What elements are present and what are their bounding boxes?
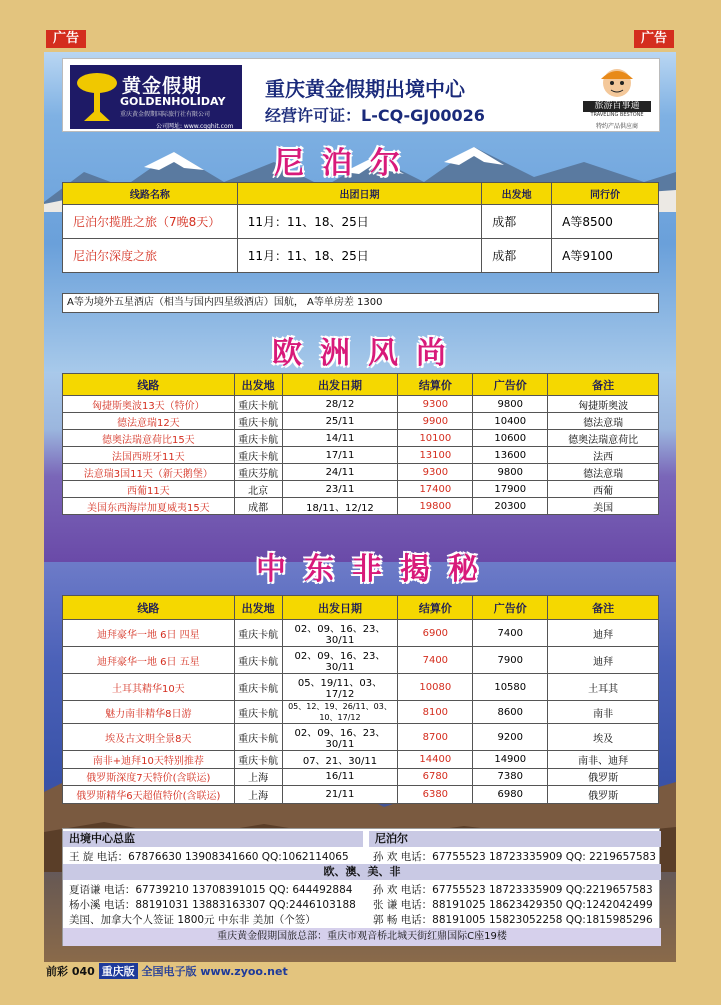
table-header: 线路 — [63, 596, 235, 620]
ad-label-left: 广告 — [46, 30, 86, 48]
table-header: 出发地 — [482, 183, 552, 205]
ad-price: 10600 — [473, 430, 548, 447]
departure-date: 05、19/11、03、17/12 — [282, 674, 398, 701]
departure-date: 14/11 — [282, 430, 398, 447]
route-name: 匈捷斯奥波13天（特价） — [63, 396, 235, 413]
remark: 西葡 — [548, 481, 659, 498]
ad-card — [44, 52, 676, 962]
settlement-price: 10100 — [398, 430, 473, 447]
table-row — [63, 620, 659, 647]
departure-date: 28/12 — [282, 396, 398, 413]
route-name: 美国东西海岸加夏威夷15天 — [63, 498, 235, 515]
route-name: 尼泊尔深度之旅 — [63, 239, 238, 273]
contact-line: 张 谦 电话：88191025 18623429350 QQ:1242042499 — [373, 899, 653, 911]
table-header: 出发日期 — [282, 374, 398, 396]
contact-line: 孙 欢 电话：67755523 18723335909 QQ:2219657583 — [373, 884, 653, 896]
remark: 俄罗斯 — [548, 786, 659, 804]
route-name: 俄罗斯精华6天超值特价(含联运) — [63, 786, 235, 804]
table-row — [63, 464, 659, 481]
website-link[interactable]: www.zyoo.net — [200, 965, 288, 978]
remark: 迪拜 — [548, 647, 659, 674]
table-header: 广告价 — [473, 374, 548, 396]
remark: 法西 — [548, 447, 659, 464]
departure-date: 05、12、19、26/11、03、10、17/12 — [282, 701, 398, 724]
table-row — [63, 498, 659, 515]
departure-date: 21/11 — [282, 786, 398, 804]
departure-date: 23/11 — [282, 481, 398, 498]
ad-price: 10580 — [473, 674, 548, 701]
remark: 埃及 — [548, 724, 659, 751]
mascot-subtitle: 特约产品供应商 — [595, 123, 638, 130]
logo-website: 公司网址: www.cqghit.com — [156, 123, 234, 130]
departure-date: 17/11 — [282, 447, 398, 464]
table-header: 同行价 — [552, 183, 659, 205]
mideast-table — [62, 595, 659, 804]
ad-price: 7400 — [473, 620, 548, 647]
director-contact: 王 旋 电话：67876630 13908341660 QQ:1062114065 — [69, 851, 349, 863]
ad-price: 20300 — [473, 498, 548, 515]
page-number: 前彩 040 — [46, 965, 95, 978]
departure-city: 重庆卡航 — [234, 620, 282, 647]
contact-line: 杨小溪 电话：88191031 13883163307 QQ:2446103188 — [69, 899, 356, 911]
table-row — [63, 786, 659, 804]
settlement-price: 6780 — [398, 768, 473, 786]
table-header: 线路名称 — [63, 183, 238, 205]
tree-icon — [74, 69, 120, 125]
settlement-price: 13100 — [398, 447, 473, 464]
remark: 德奥法瑞意荷比 — [548, 430, 659, 447]
route-name: 埃及古文明全景8天 — [63, 724, 235, 751]
logo-company-name: 重庆黄金假期国际旅行社有限公司 — [120, 111, 211, 118]
region-heading: 欧、澳、美、非 — [63, 864, 661, 880]
route-name: 德奥法瑞意荷比15天 — [63, 430, 235, 447]
departure-city: 重庆卡航 — [234, 396, 282, 413]
settlement-price: 9300 — [398, 396, 473, 413]
ad-price: 9200 — [473, 724, 548, 751]
ad-price: 14900 — [473, 751, 548, 769]
settlement-price: 8100 — [398, 701, 473, 724]
table-header: 备注 — [548, 374, 659, 396]
nepal-table — [62, 182, 659, 273]
remark: 匈捷斯奥波 — [548, 396, 659, 413]
page-title: 重庆黄金假期出境中心 — [265, 77, 465, 101]
table-header: 出团日期 — [237, 183, 482, 205]
departure-city: 重庆卡航 — [234, 413, 282, 430]
logo-chinese: 黄金假期 — [122, 75, 203, 97]
table-row — [63, 396, 659, 413]
route-name: 尼泊尔揽胜之旅（7晚8天） — [63, 205, 238, 239]
departure-city: 成都 — [482, 205, 552, 239]
settlement-price: 14400 — [398, 751, 473, 769]
hq-address: 重庆黄金假期国旅总部：重庆市观音桥北城天街红鼎国际C座19楼 — [63, 928, 661, 946]
contacts-panel — [62, 828, 660, 946]
departure-city: 重庆卡航 — [234, 447, 282, 464]
table-row — [63, 674, 659, 701]
settlement-price: 6900 — [398, 620, 473, 647]
route-name: 法意瑞3国11天（新天鹅堡） — [63, 464, 235, 481]
trade-price: A等9100 — [552, 239, 659, 273]
remark: 德法意瑞 — [548, 413, 659, 430]
settlement-price: 19800 — [398, 498, 473, 515]
table-header: 结算价 — [398, 596, 473, 620]
table-header: 广告价 — [473, 596, 548, 620]
route-name: 南非+迪拜10天特别推荐 — [63, 751, 235, 769]
ad-price: 9800 — [473, 464, 548, 481]
ad-price: 13600 — [473, 447, 548, 464]
table-header: 备注 — [548, 596, 659, 620]
page-footer — [46, 963, 288, 979]
ad-price: 8600 — [473, 701, 548, 724]
departure-city: 重庆芬航 — [234, 464, 282, 481]
settlement-price: 17400 — [398, 481, 473, 498]
table-header: 出发地 — [234, 374, 282, 396]
table-row — [63, 701, 659, 724]
settlement-price: 9300 — [398, 464, 473, 481]
table-header: 线路 — [63, 374, 235, 396]
departure-city: 成都 — [234, 498, 282, 515]
remark: 俄罗斯 — [548, 768, 659, 786]
table-row — [63, 430, 659, 447]
departure-date: 02、09、16、23、30/11 — [282, 620, 398, 647]
departure-date: 18/11、12/12 — [282, 498, 398, 515]
mascot-english: TRAVELING BESTONE — [590, 112, 644, 118]
departure-date: 16/11 — [282, 768, 398, 786]
nepal-contact: 孙 欢 电话：67755523 18723335909 QQ: 2219657583 — [373, 851, 656, 863]
departure-city: 重庆卡航 — [234, 724, 282, 751]
table-row — [63, 751, 659, 769]
europe-table — [62, 373, 659, 515]
europe-section-title: 欧洲风尚 — [272, 336, 464, 371]
departure-city: 重庆卡航 — [234, 647, 282, 674]
departure-date: 25/11 — [282, 413, 398, 430]
mascot-icon — [583, 63, 651, 129]
route-name: 土耳其精华10天 — [63, 674, 235, 701]
settlement-price: 8700 — [398, 724, 473, 751]
license-number: 经营许可证：L-CQ-GJ00026 — [265, 106, 485, 125]
table-row — [63, 447, 659, 464]
departure-city: 成都 — [482, 239, 552, 273]
departure-city: 重庆卡航 — [234, 751, 282, 769]
departure-city: 上海 — [234, 786, 282, 804]
route-name: 俄罗斯深度7天特价(含联运) — [63, 768, 235, 786]
table-header: 结算价 — [398, 374, 473, 396]
ad-price: 10400 — [473, 413, 548, 430]
table-row — [63, 647, 659, 674]
ad-label-right: 广告 — [634, 30, 674, 48]
visa-note: 美国、加拿大个人签证 1800元 中东非 美加（个签） — [69, 914, 316, 926]
table-row — [63, 239, 659, 273]
trade-price: A等8500 — [552, 205, 659, 239]
ad-price: 7900 — [473, 647, 548, 674]
remark: 南非 — [548, 701, 659, 724]
departure-date: 02、09、16、23、30/11 — [282, 647, 398, 674]
settlement-price: 6380 — [398, 786, 473, 804]
settlement-price: 7400 — [398, 647, 473, 674]
agency-logo — [70, 65, 242, 129]
settlement-price: 10080 — [398, 674, 473, 701]
route-name: 迪拜豪华一地 6日 五星 — [63, 647, 235, 674]
table-row — [63, 768, 659, 786]
route-name: 迪拜豪华一地 6日 四星 — [63, 620, 235, 647]
remark: 迪拜 — [548, 620, 659, 647]
remark: 美国 — [548, 498, 659, 515]
departure-dates: 11月：11、18、25日 — [237, 239, 482, 273]
table-header: 出发地 — [234, 596, 282, 620]
departure-dates: 11月：11、18、25日 — [237, 205, 482, 239]
ad-price: 7380 — [473, 768, 548, 786]
table-row — [63, 205, 659, 239]
departure-city: 北京 — [234, 481, 282, 498]
ad-price: 6980 — [473, 786, 548, 804]
settlement-price: 9900 — [398, 413, 473, 430]
departure-city: 重庆卡航 — [234, 430, 282, 447]
departure-date: 02、09、16、23、30/11 — [282, 724, 398, 751]
departure-date: 07、21、30/11 — [282, 751, 398, 769]
table-row — [63, 481, 659, 498]
departure-city: 重庆卡航 — [234, 701, 282, 724]
contact-line: 夏语谦 电话：67739210 13708391015 QQ: 644492884 — [69, 884, 353, 896]
nepal-section-title: 尼泊尔 — [274, 146, 418, 181]
logo-english: GOLDENHOLIDAY — [120, 95, 226, 108]
remark: 德法意瑞 — [548, 464, 659, 481]
route-name: 德法意瑞12天 — [63, 413, 235, 430]
route-name: 西葡11天 — [63, 481, 235, 498]
table-header: 出发日期 — [282, 596, 398, 620]
remark: 土耳其 — [548, 674, 659, 701]
remark: 南非、迪拜 — [548, 751, 659, 769]
table-row — [63, 413, 659, 430]
ad-price: 9800 — [473, 396, 548, 413]
director-heading: 出境中心总监 — [63, 831, 363, 847]
departure-city: 上海 — [234, 768, 282, 786]
nepal-contact-heading: 尼泊尔 — [369, 831, 661, 847]
departure-date: 24/11 — [282, 464, 398, 481]
table-row — [63, 724, 659, 751]
departure-city: 重庆卡航 — [234, 674, 282, 701]
contact-line: 郭 畅 电话：88191005 15823052258 QQ:1815985296 — [373, 914, 653, 926]
mideast-section-title: 中东非揭秘 — [256, 552, 496, 587]
edition-label: 全国电子版 — [141, 965, 197, 978]
mascot-caption: 旅游百事通 — [583, 101, 651, 112]
route-name: 法国西班牙11天 — [63, 447, 235, 464]
agency-header — [62, 58, 660, 132]
ad-price: 17900 — [473, 481, 548, 498]
edition-tag: 重庆版 — [99, 963, 138, 979]
nepal-note: A等为境外五星酒店（相当与国内四星级酒店）国航， A等单房差 1300 — [62, 293, 659, 313]
route-name: 魅力南非精华8日游 — [63, 701, 235, 724]
